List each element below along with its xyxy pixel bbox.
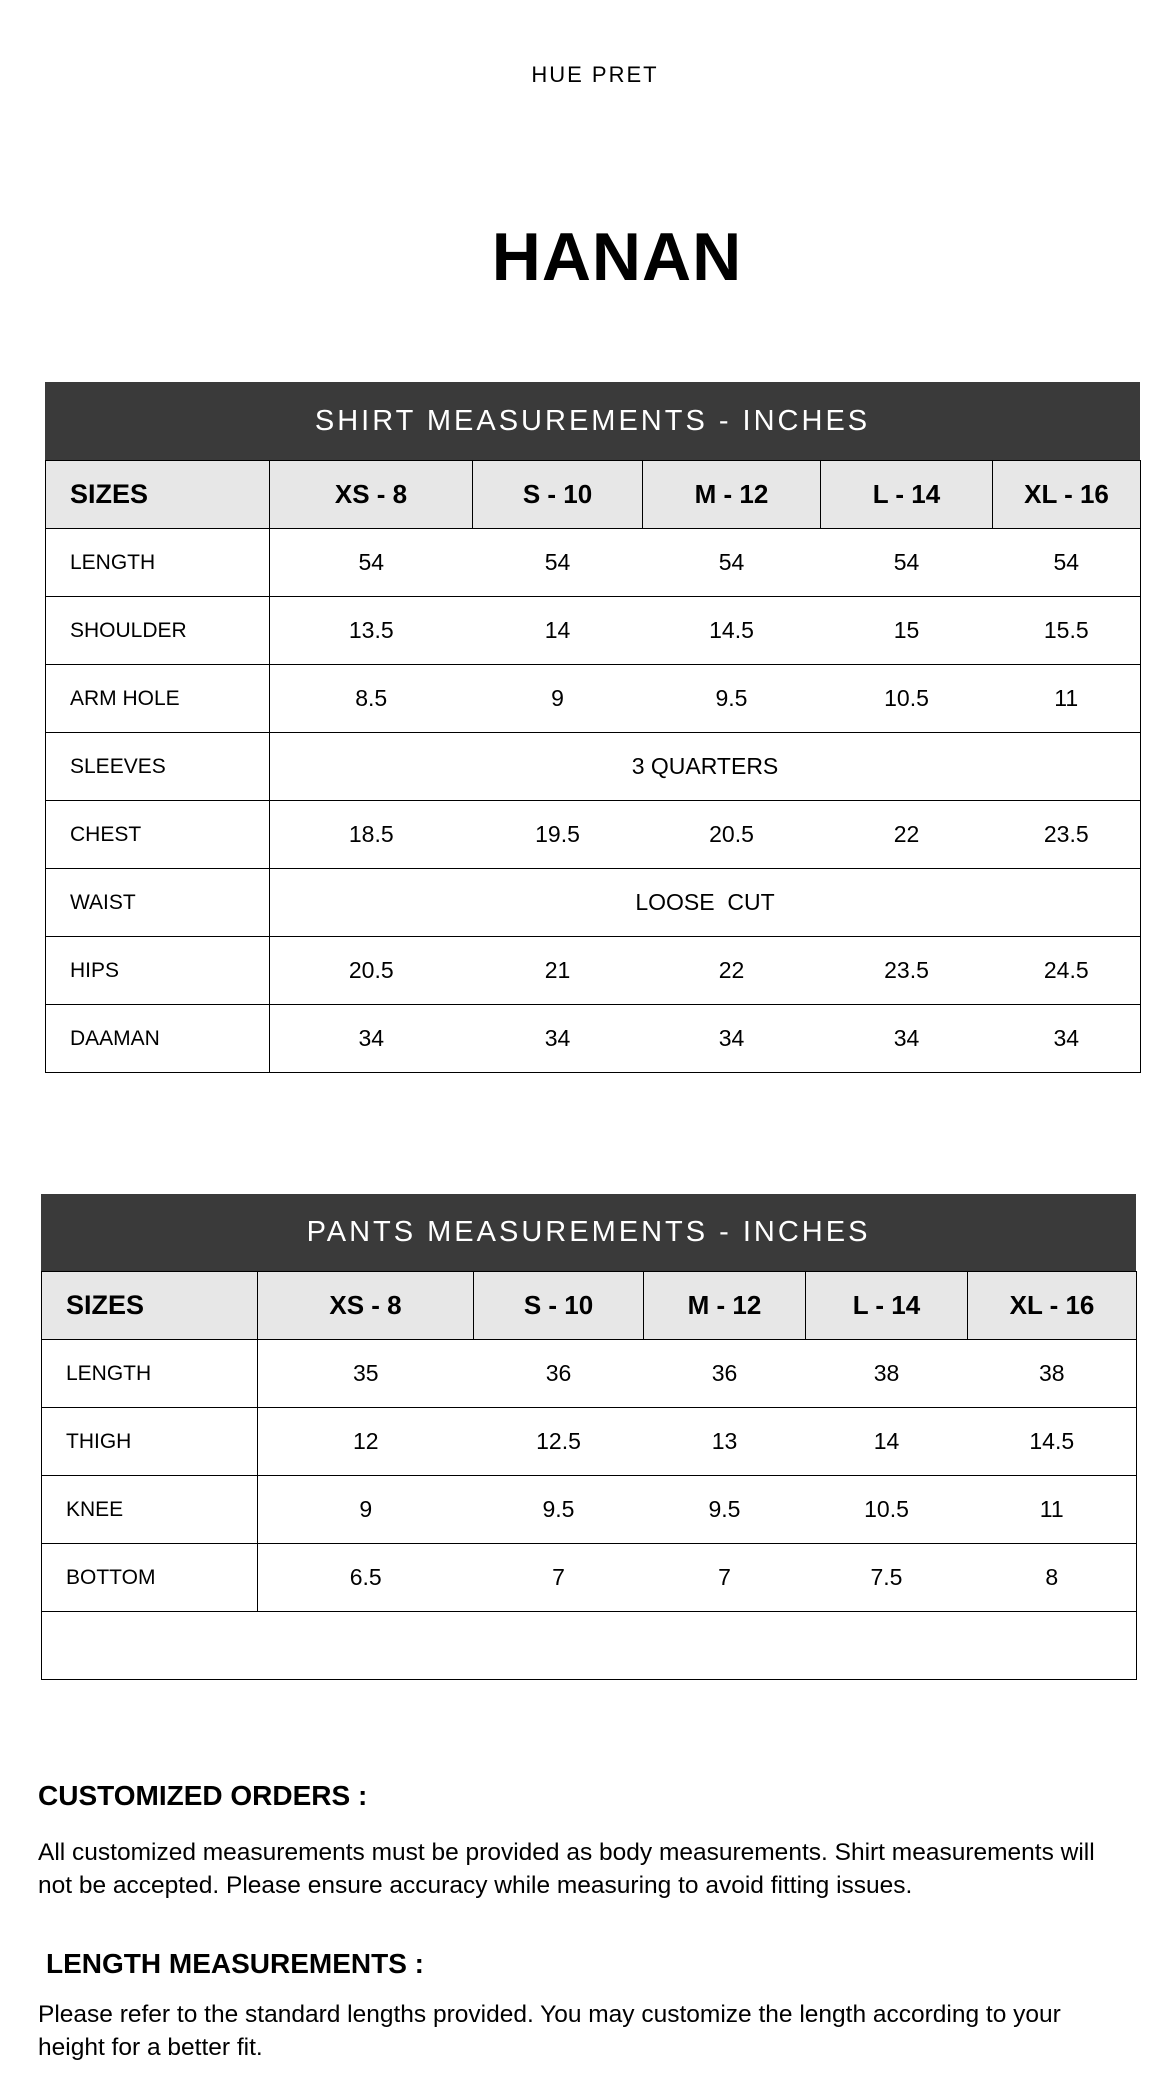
table-cell: 23.5 — [821, 937, 993, 1005]
table-cell: 11 — [968, 1476, 1137, 1544]
size-header: XL - 16 — [968, 1272, 1137, 1340]
table-row — [46, 665, 1141, 733]
length-measurements-heading: LENGTH MEASUREMENTS : — [46, 1948, 424, 1979]
pants-table — [41, 1271, 1137, 1680]
customized-orders-text: All customized measurements must be provided as body measurements. Shirt measurements will not be accepted. Please ensure accuracy while measuring to avoid fitting issues. — [38, 1839, 1095, 1899]
row-label: CHEST — [46, 801, 270, 869]
row-label: KNEE — [42, 1476, 258, 1544]
table-cell: 10.5 — [806, 1476, 968, 1544]
table-row — [46, 801, 1141, 869]
table-cell: 54 — [643, 529, 821, 597]
table-cell-span: LOOSE CUT — [270, 869, 1141, 937]
row-label: SLEEVES — [46, 733, 270, 801]
table-cell: 38 — [806, 1340, 968, 1408]
row-label: SHOULDER — [46, 597, 270, 665]
brand-name: HUE PRET — [531, 62, 659, 87]
table-cell: 7.5 — [806, 1544, 968, 1612]
table-cell: 34 — [643, 1005, 821, 1073]
length-measurements-text: Please refer to the standard lengths provided. You may customize the length according to your height for a better fit. — [38, 2001, 1061, 2061]
pants-sizes-row — [42, 1272, 1137, 1340]
table-row — [46, 937, 1141, 1005]
empty-cell — [42, 1612, 1137, 1680]
table-cell: 54 — [821, 529, 993, 597]
table-row — [46, 1005, 1141, 1073]
table-cell: 10.5 — [821, 665, 993, 733]
row-label: HIPS — [46, 937, 270, 1005]
table-row — [46, 869, 1141, 937]
customized-orders-heading: CUSTOMIZED ORDERS : — [38, 1780, 368, 1811]
shirt-table — [45, 460, 1141, 1073]
table-cell: 20.5 — [270, 937, 473, 1005]
shirt-table-heading: SHIRT MEASUREMENTS - INCHES — [45, 382, 1140, 460]
row-label: LENGTH — [42, 1340, 258, 1408]
table-cell: 22 — [821, 801, 993, 869]
table-cell: 8.5 — [270, 665, 473, 733]
table-row — [42, 1476, 1137, 1544]
table-cell: 54 — [270, 529, 473, 597]
table-row — [42, 1408, 1137, 1476]
table-cell: 8 — [968, 1544, 1137, 1612]
table-cell: 54 — [473, 529, 643, 597]
table-row — [42, 1544, 1137, 1612]
size-header: S - 10 — [474, 1272, 644, 1340]
table-cell: 13.5 — [270, 597, 473, 665]
size-header: S - 10 — [473, 461, 643, 529]
row-label: THIGH — [42, 1408, 258, 1476]
table-row — [46, 733, 1141, 801]
table-cell: 7 — [474, 1544, 644, 1612]
table-cell: 11 — [993, 665, 1141, 733]
size-header: XS - 8 — [270, 461, 473, 529]
table-row — [46, 529, 1141, 597]
table-cell: 14 — [806, 1408, 968, 1476]
table-row — [46, 597, 1141, 665]
row-label: WAIST — [46, 869, 270, 937]
table-cell: 19.5 — [473, 801, 643, 869]
table-cell: 12 — [258, 1408, 474, 1476]
table-cell: 38 — [968, 1340, 1137, 1408]
table-cell: 34 — [270, 1005, 473, 1073]
table-cell: 34 — [473, 1005, 643, 1073]
table-cell: 21 — [473, 937, 643, 1005]
size-header: M - 12 — [643, 461, 821, 529]
table-cell: 34 — [821, 1005, 993, 1073]
sizes-label: SIZES — [42, 1272, 258, 1340]
table-cell: 14 — [473, 597, 643, 665]
table-cell: 36 — [474, 1340, 644, 1408]
table-cell-span: 3 QUARTERS — [270, 733, 1141, 801]
table-cell: 9 — [258, 1476, 474, 1544]
table-cell: 9 — [473, 665, 643, 733]
pants-table-heading: PANTS MEASUREMENTS - INCHES — [41, 1194, 1136, 1271]
table-cell: 20.5 — [643, 801, 821, 869]
row-label: BOTTOM — [42, 1544, 258, 1612]
product-title: HANAN — [491, 219, 743, 295]
table-cell: 6.5 — [258, 1544, 474, 1612]
table-cell: 15 — [821, 597, 993, 665]
table-cell: 22 — [643, 937, 821, 1005]
size-header: L - 14 — [821, 461, 993, 529]
table-cell: 14.5 — [968, 1408, 1137, 1476]
size-header: L - 14 — [806, 1272, 968, 1340]
table-cell: 7 — [644, 1544, 806, 1612]
table-cell: 54 — [993, 529, 1141, 597]
table-cell: 15.5 — [993, 597, 1141, 665]
table-cell: 13 — [644, 1408, 806, 1476]
row-label: DAAMAN — [46, 1005, 270, 1073]
table-row — [42, 1340, 1137, 1408]
size-header: M - 12 — [644, 1272, 806, 1340]
table-cell: 34 — [993, 1005, 1141, 1073]
sizes-label: SIZES — [46, 461, 270, 529]
table-cell: 24.5 — [993, 937, 1141, 1005]
table-cell: 14.5 — [643, 597, 821, 665]
table-cell: 9.5 — [643, 665, 821, 733]
table-cell: 9.5 — [474, 1476, 644, 1544]
row-label: ARM HOLE — [46, 665, 270, 733]
shirt-sizes-row — [46, 461, 1141, 529]
size-header: XS - 8 — [258, 1272, 474, 1340]
size-header: XL - 16 — [993, 461, 1141, 529]
empty-row — [42, 1612, 1137, 1680]
table-cell: 12.5 — [474, 1408, 644, 1476]
row-label: LENGTH — [46, 529, 270, 597]
table-cell: 36 — [644, 1340, 806, 1408]
table-cell: 23.5 — [993, 801, 1141, 869]
table-cell: 9.5 — [644, 1476, 806, 1544]
table-cell: 18.5 — [270, 801, 473, 869]
table-cell: 35 — [258, 1340, 474, 1408]
